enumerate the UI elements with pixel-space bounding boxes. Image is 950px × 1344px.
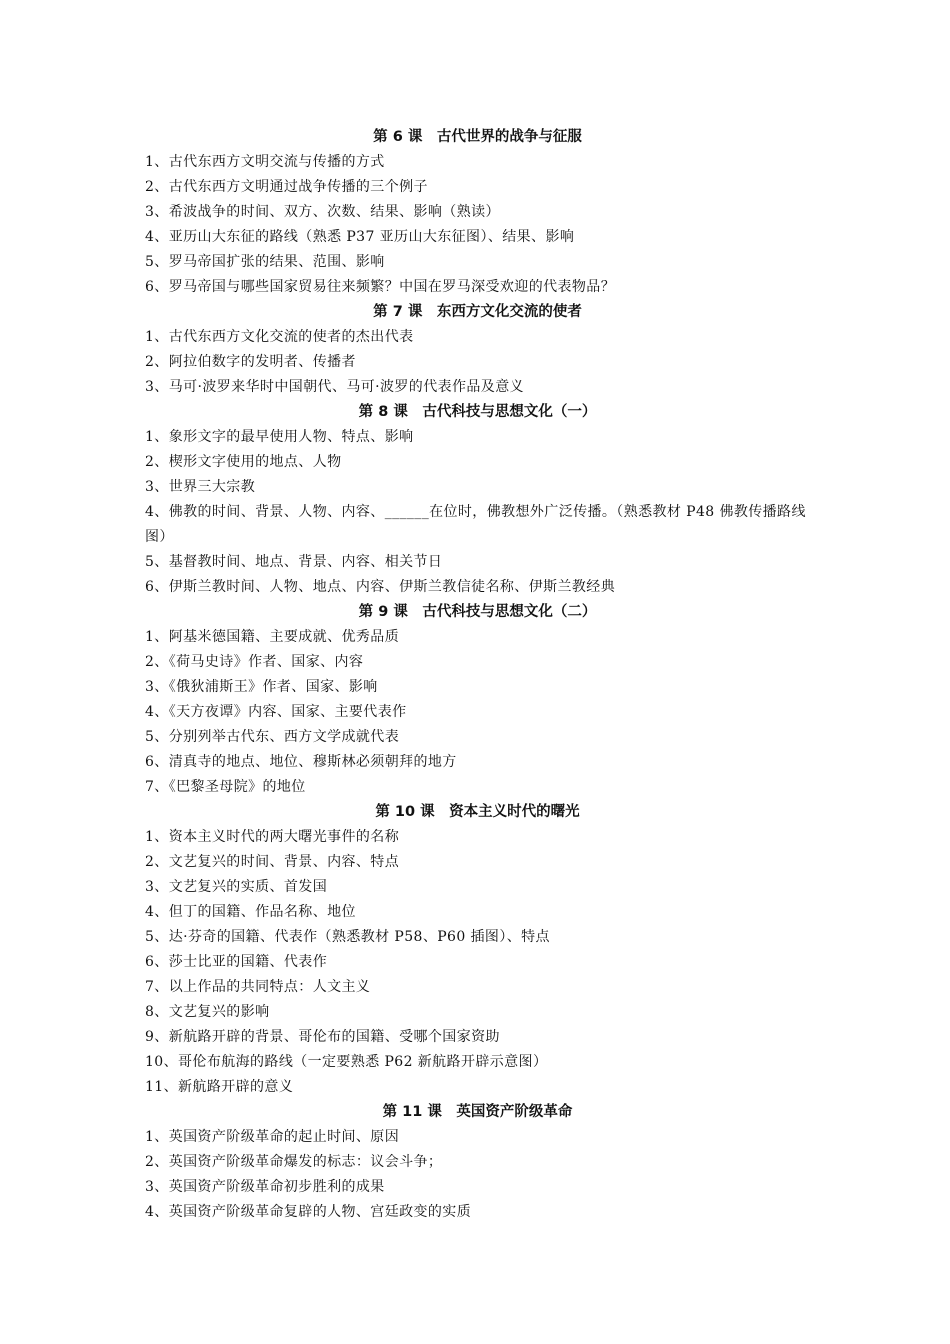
- list-item: 2、楔形文字使用的地点、人物: [145, 454, 342, 470]
- lesson-title: 第 6 课 古代世界的战争与征服: [373, 129, 582, 145]
- lesson-7: [145, 300, 810, 400]
- list-item: 1、古代东西方文化交流的使者的杰出代表: [145, 329, 414, 345]
- list-item: 6、伊斯兰教时间、人物、地点、内容、伊斯兰教信徒名称、伊斯兰教经典: [145, 579, 616, 595]
- list-item: 5、罗马帝国扩张的结果、范围、影响: [145, 254, 385, 270]
- list-item: 2、《荷马史诗》作者、国家、内容: [145, 654, 364, 670]
- list-item: 6、罗马帝国与哪些国家贸易往来频繁？中国在罗马深受欢迎的代表物品？: [145, 279, 616, 295]
- list-item: 1、资本主义时代的两大曙光事件的名称: [145, 829, 400, 845]
- lesson-10: [145, 800, 810, 1100]
- list-item: 3、英国资产阶级革命初步胜利的成果: [145, 1179, 385, 1195]
- lesson-8: [145, 400, 810, 600]
- lesson-11: [145, 1100, 810, 1225]
- list-item: 1、象形文字的最早使用人物、特点、影响: [145, 429, 414, 445]
- lesson-title: 第 10 课 资本主义时代的曙光: [375, 804, 580, 820]
- list-item: 2、古代东西方文明通过战争传播的三个例子: [145, 179, 428, 195]
- list-item: 6、清真寺的地点、地位、穆斯林必须朝拜的地方: [145, 754, 457, 770]
- list-item: 7、《巴黎圣母院》的地位: [145, 779, 306, 795]
- lesson-title: 第 8 课 古代科技与思想文化（一）: [358, 404, 597, 420]
- list-item: 5、达·芬奇的国籍、代表作（熟悉教材 P58、P60 插图）、特点: [145, 929, 550, 945]
- list-item: 7、以上作品的共同特点：人文主义: [145, 979, 371, 995]
- list-item: 1、英国资产阶级革命的起止时间、原因: [145, 1129, 400, 1145]
- lesson-outline: [145, 125, 810, 1225]
- list-item: 6、莎士比亚的国籍、代表作: [145, 954, 328, 970]
- list-item: 2、英国资产阶级革命爆发的标志：议会斗争；: [145, 1154, 443, 1170]
- lesson-title: 第 7 课 东西方文化交流的使者: [373, 304, 582, 320]
- list-item: 5、基督教时间、地点、背景、内容、相关节日: [145, 554, 443, 570]
- list-item: 4、英国资产阶级革命复辟的人物、宫廷政变的实质: [145, 1204, 472, 1220]
- list-item: 1、阿基米德国籍、主要成就、优秀品质: [145, 629, 400, 645]
- list-item: 9、新航路开辟的背景、哥伦布的国籍、受哪个国家资助: [145, 1029, 500, 1045]
- list-item: 10、哥伦布航海的路线（一定要熟悉 P62 新航路开辟示意图）: [145, 1054, 548, 1070]
- list-item: 2、文艺复兴的时间、背景、内容、特点: [145, 854, 400, 870]
- list-item: 4、《天方夜谭》内容、国家、主要代表作: [145, 704, 407, 720]
- list-item: 5、分别列举古代东、西方文学成就代表: [145, 729, 400, 745]
- list-item: 3、希波战争的时间、双方、次数、结果、影响（熟读）: [145, 204, 500, 220]
- lesson-title: 第 11 课 英国资产阶级革命: [382, 1104, 573, 1120]
- list-item: 4、佛教的时间、背景、人物、内容、______在位时，佛教想外广泛传播。（熟悉教材 P48 佛教传播路线图）: [145, 504, 806, 545]
- list-item: 3、马可·波罗来华时中国朝代、马可·波罗的代表作品及意义: [145, 379, 525, 395]
- list-item: 3、文艺复兴的实质、首发国: [145, 879, 328, 895]
- list-item: 4、但丁的国籍、作品名称、地位: [145, 904, 356, 920]
- list-item: 11、新航路开辟的意义: [145, 1079, 294, 1095]
- list-item: 4、亚历山大东征的路线（熟悉 P37 亚历山大东征图）、结果、影响: [145, 229, 575, 245]
- list-item: 3、《俄狄浦斯王》作者、国家、影响: [145, 679, 378, 695]
- list-item: 8、文艺复兴的影响: [145, 1004, 270, 1020]
- list-item: 2、阿拉伯数字的发明者、传播者: [145, 354, 356, 370]
- lesson-6: [145, 125, 810, 300]
- lesson-title: 第 9 课 古代科技与思想文化（二）: [358, 604, 597, 620]
- lesson-9: [145, 600, 810, 800]
- list-item: 3、世界三大宗教: [145, 479, 256, 495]
- list-item: 1、古代东西方文明交流与传播的方式: [145, 154, 385, 170]
